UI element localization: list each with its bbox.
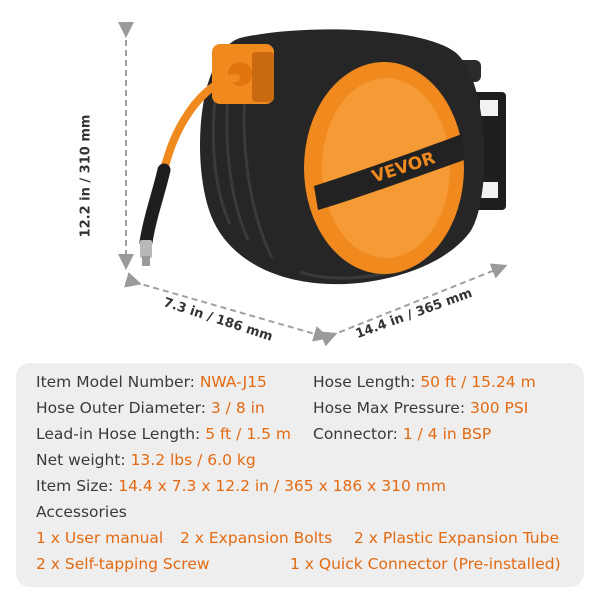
accessories-heading-row (36, 503, 574, 525)
spec-value: 5 ft / 1.5 m (205, 425, 291, 443)
accessory-item: 2 x Expansion Bolts (180, 529, 333, 547)
accessory-item: 1 x User manual (36, 529, 164, 547)
spec-value: 300 PSI (470, 399, 529, 417)
spec-row (36, 399, 574, 421)
hose-guide (212, 44, 274, 104)
hose-sleeve (146, 170, 164, 242)
accessories-row (36, 529, 574, 551)
reel-side-cover (304, 62, 464, 274)
quick-connector (140, 240, 152, 266)
spec-item-size (36, 477, 446, 495)
brand-logo: VEVOR (369, 148, 438, 188)
spec-label: Hose Max Pressure: (313, 399, 466, 417)
width-dimension-label: 14.4 in / 365 mm (353, 285, 475, 343)
spec-label: Item Model Number: (36, 373, 195, 391)
spec-row (36, 477, 574, 499)
accessories-heading: Accessories (36, 503, 127, 521)
spec-label: Lead-in Hose Length: (36, 425, 201, 443)
spec-value: 50 ft / 15.24 m (420, 373, 536, 391)
spec-net-weight (36, 451, 256, 469)
accessory-item: 2 x Self-tapping Screw (36, 555, 210, 573)
spec-lead-in (36, 425, 291, 443)
spec-value: 3 / 8 in (210, 399, 265, 417)
spec-row (36, 451, 574, 473)
accessories-row (36, 555, 574, 577)
height-dimension-label: 12.2 in / 310 mm (78, 114, 94, 238)
accessory-item: 1 x Quick Connector (Pre-installed) (290, 555, 561, 573)
spec-label: Net weight: (36, 451, 126, 469)
spec-row (36, 425, 574, 447)
spec-max-pressure (313, 399, 528, 417)
spec-outer-diameter (36, 399, 265, 417)
spec-value: 14.4 x 7.3 x 12.2 in / 365 x 186 x 310 mm (118, 477, 446, 495)
spec-value: NWA-J15 (199, 373, 267, 391)
spec-label: Item Size: (36, 477, 114, 495)
spec-row (36, 373, 574, 395)
spec-label: Connector: (313, 425, 398, 443)
accessory-item: 2 x Plastic Expansion Tube (354, 529, 560, 547)
depth-dimension-label: 7.3 in / 186 mm (161, 295, 275, 345)
spec-hose-length (313, 373, 536, 391)
spec-value: 1 / 4 in BSP (402, 425, 492, 443)
spec-connector (313, 425, 491, 443)
spec-label: Hose Length: (313, 373, 416, 391)
specifications-panel (16, 363, 584, 587)
spec-model (36, 373, 267, 391)
spec-value: 13.2 lbs / 6.0 kg (130, 451, 256, 469)
spec-label: Hose Outer Diameter: (36, 399, 206, 417)
